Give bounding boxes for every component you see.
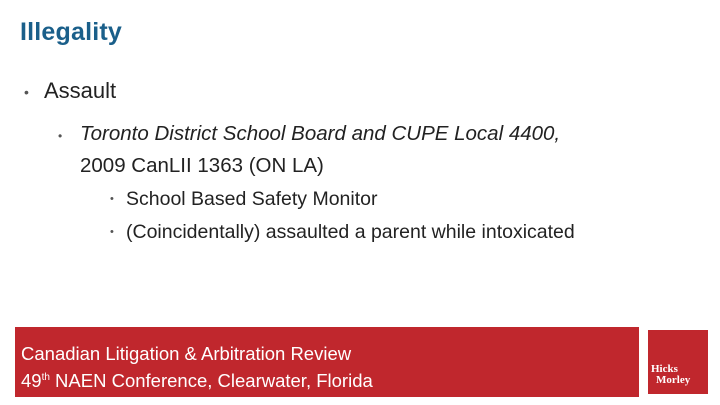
footer-conference: 49th NAEN Conference, Clearwater, Florida — [21, 370, 373, 391]
bullet-text: School Based Safety Monitor — [126, 188, 378, 210]
bullet-level2 — [58, 118, 680, 182]
logo-wordmark: Hicks Morley — [651, 363, 691, 386]
case-citation: 2009 CanLII 1363 (ON LA) — [80, 154, 324, 177]
bullet-text: Assault — [44, 78, 117, 103]
case-name: Toronto District School Board and CUPE Local 4400, — [80, 122, 561, 145]
bullet-dot-icon: • — [110, 226, 114, 238]
bullet-dot-icon: • — [110, 193, 114, 205]
bullet-level3 — [110, 188, 377, 211]
footer-title: Canadian Litigation & Arbitration Review — [21, 343, 352, 364]
bullet-level3 — [110, 221, 575, 244]
bullet-dot-icon: • — [58, 129, 63, 143]
bullet-text: (Coincidentally) assaulted a parent while intoxicated — [126, 221, 575, 243]
bullet-dot-icon: • — [24, 84, 29, 100]
bullet-level1 — [24, 78, 116, 104]
slide-title: Illegality — [20, 18, 123, 46]
bullet-text — [80, 118, 680, 182]
